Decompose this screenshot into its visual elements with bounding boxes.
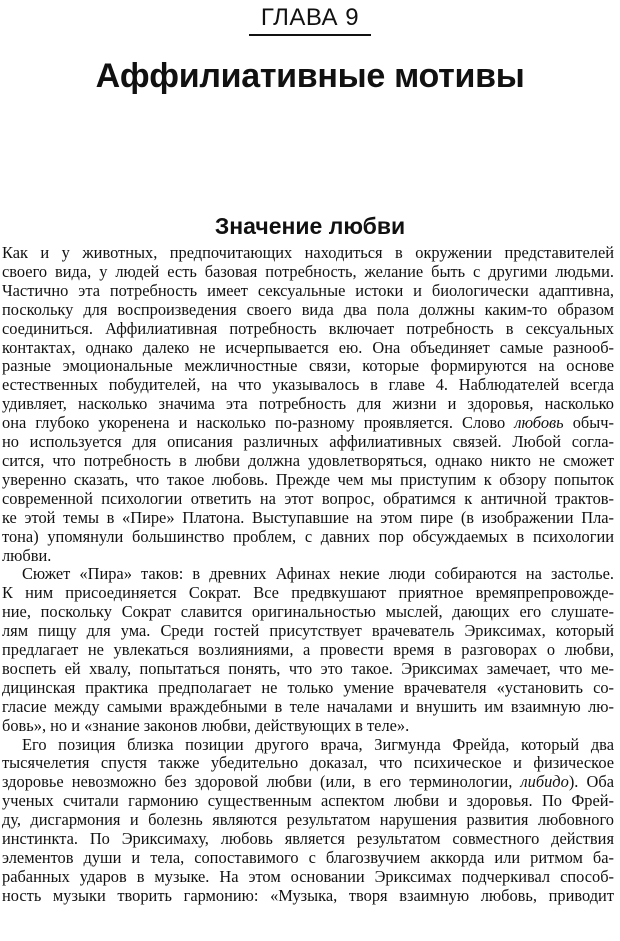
text-line: современной психологии ответить на этот вопрос, обратимся к античной трактов- [2, 488, 614, 508]
text-line: контактах, однако далеко не исчерпывается ею. Она объединяет самые разнооб- [2, 337, 614, 357]
section-title: Значение любви [214, 213, 406, 239]
text-line: ду, дисгармония и болезнь являются результатом нарушения развития любовного [2, 810, 614, 830]
text-line: предлагает не увлекаться возлияниями, а провести время в разговорах о любви, [2, 640, 614, 660]
text-line: воспеть ей хвалу, попытаться понять, что это такое. Эриксимах замечает, что ме- [2, 658, 614, 678]
text-line: любви. [2, 545, 52, 565]
italic-term: любовь [514, 413, 564, 433]
body-text [2, 244, 614, 906]
text-line: гласие между самыми враждебными в теле началами и внушить им взаимную лю- [2, 696, 614, 716]
text-line: сится, что потребность в любви должна удовлетворяться, однако никто не сможет [2, 450, 614, 470]
paragraph-2 [2, 565, 614, 735]
paragraph-3 [2, 736, 614, 906]
text-line: элементов души и тела, сопоставимого с благозвучием аккорда или ритмом ба- [2, 848, 614, 867]
text-line: поскольку для воспроизведения своего вида два пола должны каким-то образом [2, 299, 614, 319]
text-line: своего вида, у людей есть базовая потребность, желание быть с другими людьми. [2, 261, 614, 281]
text-line: бовь», но и «знание законов любви, действующих в теле». [2, 715, 410, 735]
text-line: тысячелетия спустя также убедительно доказал, что психическое и физическое [2, 753, 614, 773]
text-line: Как и у животных, предпочитающих находиться в окружении представителей [2, 243, 614, 262]
text-line: ние, поскольку Сократ славится оригинальностью мыслей, дающих его слушате- [2, 602, 614, 622]
text-line: естественных побудителей, на что указывалось в главе 4. Наблюдателей всегда [2, 375, 614, 395]
italic-term: либидо [520, 772, 569, 792]
text-line: инстинкта. По Эриксимаху, любовь является результатом совместного действия [2, 829, 614, 849]
text-line: тона) упомянули большинство проблем, с давних пор обсуждаемых в психологии [2, 526, 614, 546]
text-line: уверенно сказать, что такое любовь. Прежде чем мы приступим к обзору попыток [2, 469, 614, 489]
text-line: Сюжет «Пира» таков: в древних Афинах некие люди собираются на застолье. [22, 564, 614, 584]
text-line: здоровье невозможно без здоровой любви (или, в его терминологии, либидо). Оба [2, 772, 614, 792]
text-line: Его позиция близка позиции другого врача, Зигмунда Фрейда, который два [22, 734, 614, 754]
text-line: ученых считали гармонию существенным аспектом любви и здоровья. По Фрей- [2, 791, 614, 811]
chapter-title: Аффилиативные мотивы [95, 57, 525, 95]
text-line: но используется для описания различных аффилиативных связей. Любой согла- [2, 432, 614, 452]
text-line: ке этой темы в «Пире» Платона. Выступавшие на этом пире (в изображении Пла- [2, 507, 614, 527]
text-line: ность музыки творить гармонию: «Музыка, творя взаимную любовь, приводит [2, 885, 614, 905]
chapter-label: ГЛАВА 9 [249, 4, 371, 36]
text-line: Частично эта потребность имеет сексуальные истоки и биологически адаптивна, [2, 280, 614, 300]
paragraph-1 [2, 244, 614, 565]
text-line: разные эмоциональные межличностные связи, которые формируются на основе [2, 356, 614, 376]
text-line: она глубоко укоренена и насколько по-разному проявляется. Слово любовь обыч- [2, 413, 614, 433]
text-line: соединиться. Аффилиативная потребность включает потребность в сексуальных [2, 318, 614, 338]
text-line: дицинская практика предполагает не только умение врачевателя «установить со- [2, 677, 614, 697]
text-line: лям пищу для ума. Среди гостей присутствует врачеватель Эриксимах, который [2, 621, 614, 641]
text-line: К ним присоединяется Сократ. Все предвкушают приятное времяпрепровожде- [2, 583, 614, 603]
text-line: удивляет, насколько значима эта потребность для жизни и здоровья, насколько [2, 394, 614, 414]
chapter-label-block [0, 4, 620, 36]
text-line: рабанных ударов в музыке. На этом основании Эриксимах подчеркивал способ- [2, 866, 614, 886]
